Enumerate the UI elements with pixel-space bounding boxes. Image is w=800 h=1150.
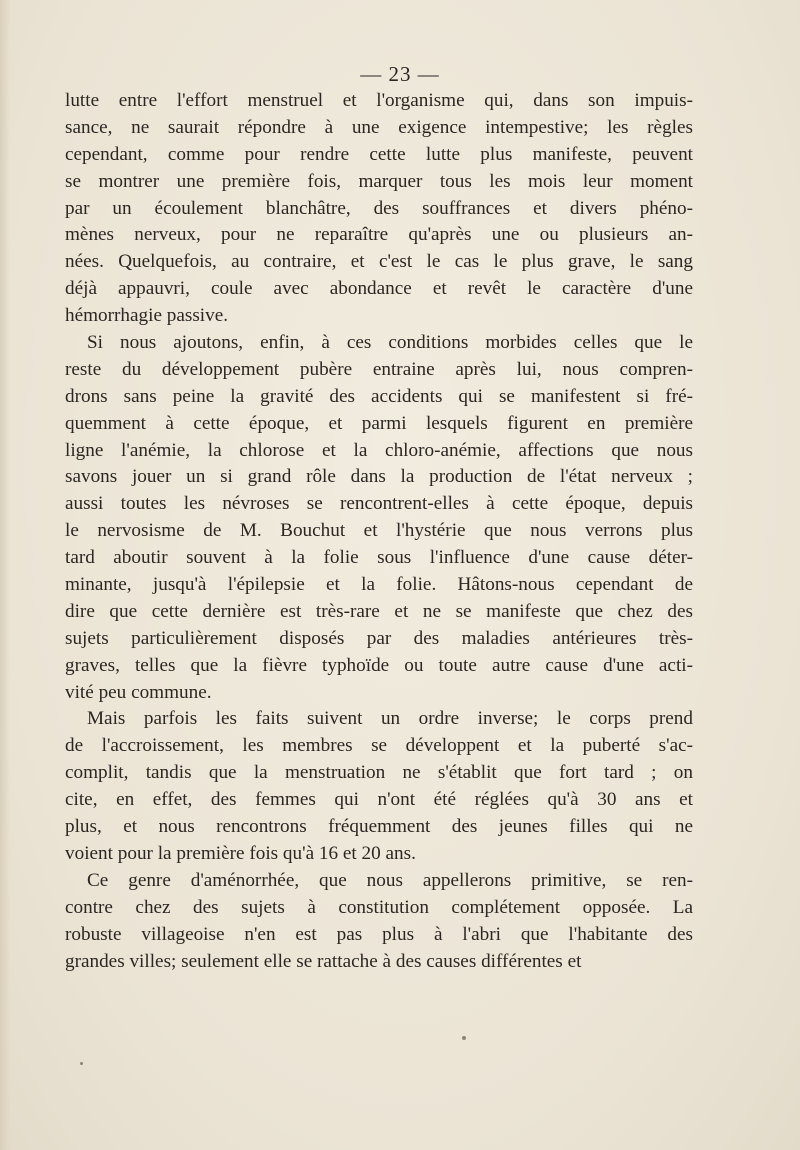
text-line: Mais parfois les faits suivent un ordre inverse; le corps prend — [87, 708, 693, 730]
text-line: hémorrhagie passive. — [65, 305, 229, 327]
text-line: quemment à cette époque, et parmi lesquels figurent en première — [65, 412, 693, 434]
text-line: savons jouer un si grand rôle dans la production de l'état nerveux ; — [65, 466, 693, 488]
paragraph — [65, 330, 693, 706]
text-line: complit, tandis que la menstruation ne s'établit que fort tard ; on — [65, 762, 693, 784]
paper-speck — [462, 1036, 466, 1040]
paper-speck — [80, 1062, 83, 1065]
text-line: robuste villageoise n'en est pas plus à l'abri que l'habitante des — [65, 923, 693, 945]
text-line: contre chez des sujets à constitution complétement opposée. La — [65, 896, 693, 918]
text-line: nées. Quelquefois, au contraire, et c'est le cas le plus grave, le sang — [65, 251, 693, 273]
text-line: de l'accroissement, les membres se développent et la puberté s'ac- — [65, 735, 693, 757]
body-text — [65, 88, 693, 975]
text-line: plus, et nous rencontrons fréquemment des jeunes filles qui ne — [65, 816, 693, 838]
paragraph — [65, 88, 693, 330]
page-edge-shadow — [0, 0, 10, 1150]
text-line: Si nous ajoutons, enfin, à ces conditions morbides celles que le — [87, 332, 693, 354]
text-line: drons sans peine la gravité des accidents qui se manifestent si fré- — [65, 385, 693, 407]
text-line: sujets particulièrement disposés par des maladies antérieures très- — [65, 627, 693, 649]
text-line: lutte entre l'effort menstruel et l'organisme qui, dans son impuis- — [65, 90, 693, 111]
text-line: minante, jusqu'à l'épilepsie et la folie. Hâtons-nous cependant de — [65, 574, 693, 596]
text-line: voient pour la première fois qu'à 16 et 20 ans. — [65, 842, 416, 864]
paragraph — [65, 868, 693, 976]
text-line: sance, ne saurait répondre à une exigence intempestive; les règles — [65, 116, 693, 138]
text-line: cite, en effet, des femmes qui n'ont été réglées qu'à 30 ans et — [65, 789, 693, 811]
text-line: graves, telles que la fièvre typhoïde ou toute autre cause d'une acti- — [65, 654, 693, 676]
paragraph — [65, 706, 693, 867]
text-line: déjà appauvri, coule avec abondance et revêt le caractère d'une — [65, 278, 693, 300]
text-line: mènes nerveux, pour ne reparaître qu'après une ou plusieurs an- — [65, 224, 693, 246]
text-line: reste du développement pubère entraine après lui, nous compren- — [65, 358, 693, 380]
text-line: ligne l'anémie, la chlorose et la chloro-anémie, affections que nous — [65, 439, 693, 461]
page-number: — 23 — — [360, 62, 440, 86]
text-line: dire que cette dernière est très-rare et ne se manifeste que chez des — [65, 600, 693, 622]
text-line: Ce genre d'aménorrhée, que nous appellerons primitive, se ren- — [87, 869, 693, 891]
text-line: tard aboutir souvent à la folie sous l'influence d'une cause déter- — [65, 547, 693, 569]
text-line: se montrer une première fois, marquer tous les mois leur moment — [65, 170, 693, 192]
text-line: par un écoulement blanchâtre, des souffrances et divers phéno- — [65, 197, 693, 219]
text-line: grandes villes; seulement elle se rattache à des causes différentes et — [65, 950, 582, 972]
text-line: aussi toutes les névroses se rencontrent-elles à cette époque, depuis — [65, 493, 693, 515]
text-line: le nervosisme de M. Bouchut et l'hystérie que nous verrons plus — [65, 520, 693, 542]
text-line: cependant, comme pour rendre cette lutte plus manifeste, peuvent — [65, 143, 693, 165]
text-line: vité peu commune. — [65, 681, 212, 703]
